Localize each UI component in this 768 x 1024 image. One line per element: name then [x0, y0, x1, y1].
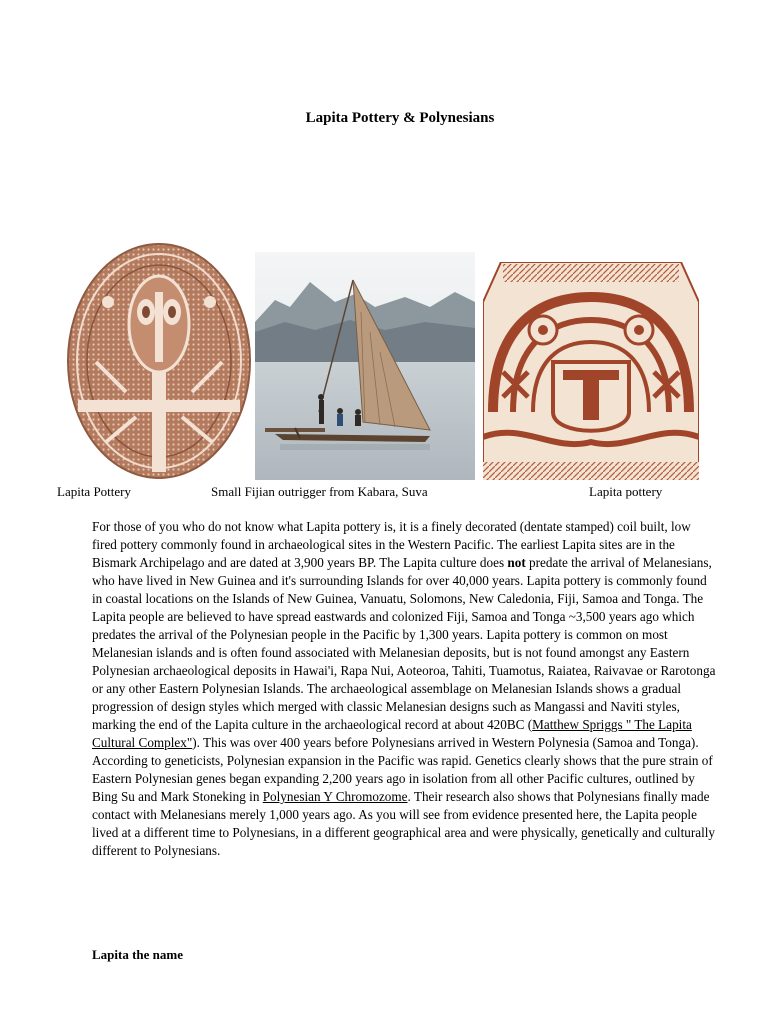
paragraph-genetics	[92, 752, 717, 860]
figure-caption-outrigger: Small Fijian outrigger from Kabara, Suva	[211, 484, 428, 499]
article-body	[92, 518, 717, 860]
outrigger-canoe-photo	[255, 252, 475, 480]
page-title: Lapita Pottery & Polynesians	[305, 110, 495, 126]
lapita-pottery-face-motif-image	[483, 262, 699, 480]
paragraph-2-text-a: According to geneticists, Polynesian expansion in the Pacific was rapid. Genetics clearly shows that the pure strain of Eastern Polynesian genes began expanding 2,200 years ago in isolation from all other Pacific cultures, outlined by Bing Su and Mark Stoneking in	[92, 753, 713, 804]
paragraph-1-text-a: For those of you who do not know what Lapita pottery is, it is a finely decorated (dentate stamped) coil built, low fired pottery commonly found in archaeological sites in the Western Pacific. The earliest Lapita sites are in the Bismark Archipelago and are dated at 3,900 years BP. The Lapita culture does	[92, 519, 691, 570]
figure-caption-lapita-pottery-2: Lapita pottery	[589, 484, 663, 499]
figure-caption-lapita-pottery: Lapita Pottery	[57, 484, 132, 499]
paragraph-1-bold-not: not	[507, 555, 526, 570]
link-polynesian-y-chromozome[interactable]: Polynesian Y Chromozome	[262, 789, 408, 804]
lapita-pottery-oval-image	[66, 242, 252, 480]
paragraph-1-text-c: ). This was over 400 years before Polynesians arrived in Western Polynesia (Samoa and Tonga).	[192, 735, 699, 750]
paragraph-1-text-b: predate the arrival of Melanesians, who have lived in New Guinea and it's surrounding Islands for over 40,000 years. Lapita pottery is commonly found in coastal locations on the Islands of New Guinea, Vanuatu, Solomons, New Caledonia, Fiji, Samoa and Tonga. The Lapita people are believed to have spread eastwards and colonized Fiji, Samoa and Tonga ~3,500 years ago which predates the arrival of the Polynesian people in the Pacific by 1,300 years. Lapita pottery is common on most Melanesian islands and is often found associated with Melanesian deposits, but is not found amongst any Eastern Polynesian archaeological deposits in Hawai'i, Rapa Nui, Aoteoroa, Tahiti, Tuamotus, Raiatea, Raivavae or Rarotonga or any other Eastern Polynesian Islands. The archaeological assemblage on Melanesian Islands shows a gradual progression of design styles which merged with classic Melanesian designs such as Mangassi and Naviti styles, marking the end of the Lapita culture in the archaeological record at about 420BC (	[92, 555, 716, 732]
link-matthew-spriggs[interactable]: Matthew Spriggs " The Lapita Cultural Complex"	[92, 717, 692, 750]
paragraph-lapita-description	[92, 518, 717, 752]
section-heading-lapita-the-name: Lapita the name	[92, 947, 183, 962]
paragraph-2-text-b: . Their research also shows that Polynesians finally made contact with Melanesians merely 1,000 years ago. As you will see from evidence presented here, the Lapita people lived at a different time to Polynesians, in a different geographical area and were physically, genetically and culturally different to Polynesians.	[92, 789, 715, 858]
